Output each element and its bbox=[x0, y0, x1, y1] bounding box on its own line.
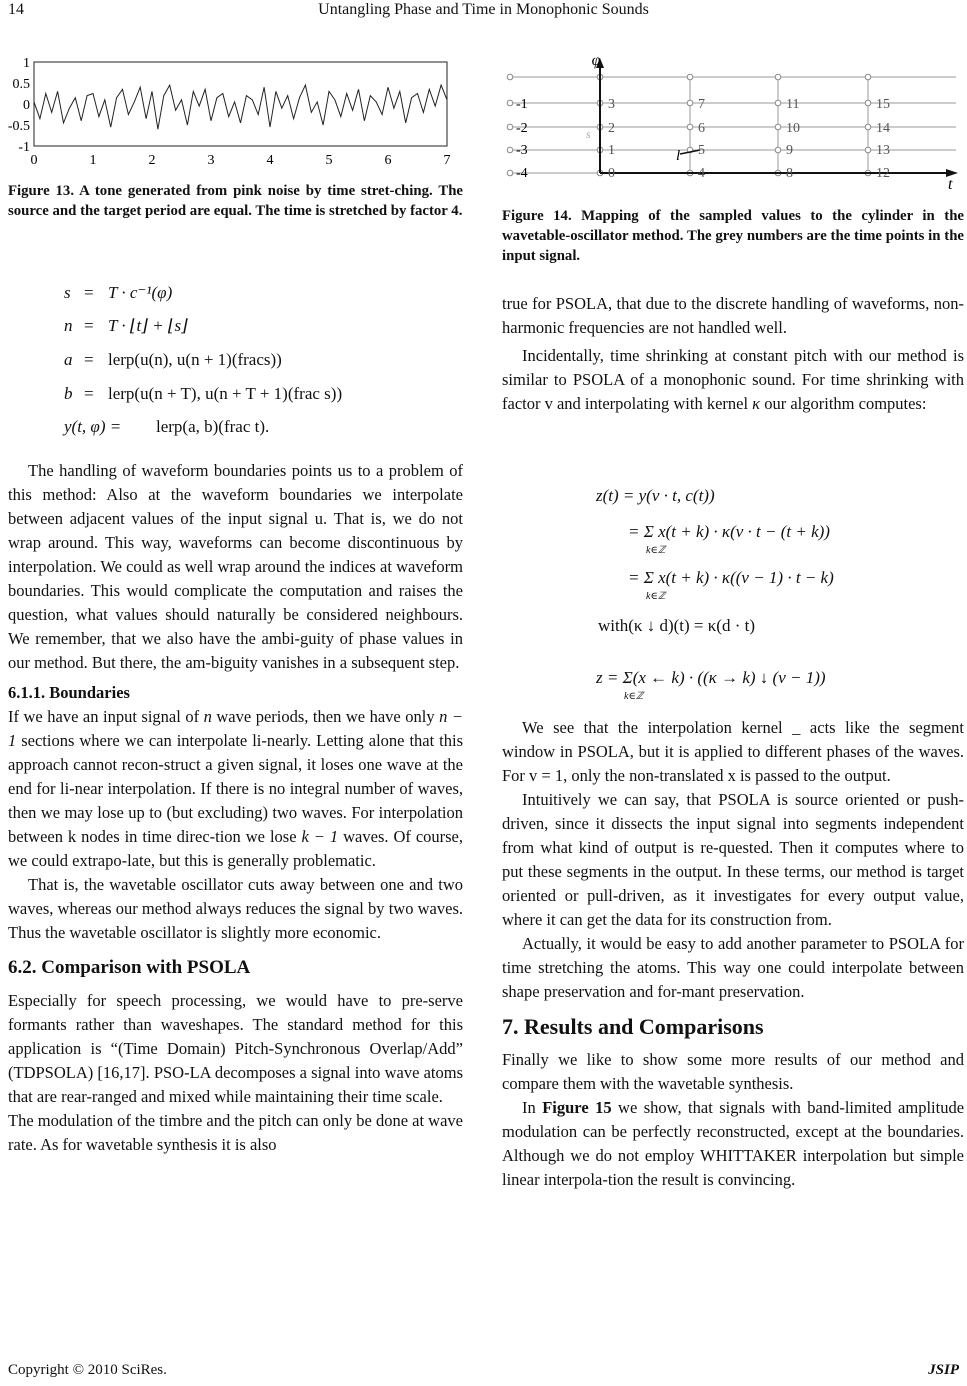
eq2-line2: = Σ x(t + k) · κ(v · t − (t + k)) bbox=[628, 522, 830, 541]
heading-6-2: 6.2. Comparison with PSOLA bbox=[8, 957, 251, 978]
time-point-number: 14 bbox=[876, 121, 890, 136]
paragraph-time-shrinking: Incidentally, time shrinking at constant pitch with our method is similar to PSOLA of a monophonic sound. For time shrinking with factor v and interpolating with kernel κ our algorithm computes: bbox=[502, 346, 964, 413]
eq1-rhs-s: T · c⁻¹(φ) bbox=[108, 283, 173, 302]
running-title: Untangling Phase and Time in Monophonic Sounds bbox=[318, 1, 649, 18]
paragraph-kernel: We see that the interpolation kernel _ acts like the segment window in PSOLA, but it is applied to different phases of the waves. For v = 1, only the non-translated x is passed to the output. bbox=[502, 718, 964, 785]
eq1-lhs-a: a bbox=[64, 350, 73, 369]
paragraph-boundaries-intro: The handling of waveform boundaries points us to a problem of this method: Also at the waveform boundaries we interpolate between adjacent values of the input signal u. That is, we do not wrap around. This way, waveforms can become discontinuous by interpolation. We could as well wrap around the indices at waveform boundaries. This would complicate the computation and raises the question, what values should naturally be considered neighbours. We remember, that we also have the ambi-guity of phase values in our method. But there, the am-biguity vanishes in a subsequent step. bbox=[8, 461, 463, 672]
heading-7: 7. Results and Comparisons bbox=[502, 1014, 764, 1039]
grid-node bbox=[687, 124, 693, 130]
x-tick-label: 6 bbox=[384, 153, 392, 168]
y-tick-label: 1 bbox=[23, 56, 30, 71]
page-number: 14 bbox=[8, 1, 24, 18]
eq1-lhs-n: n bbox=[64, 316, 73, 335]
paragraph-psola-modulation: The modulation of the timbre and the pitch can only be done at wave rate. As for wavetable synthesis it is also bbox=[8, 1111, 463, 1154]
figure-14-diagram bbox=[500, 50, 962, 190]
grid-node bbox=[775, 100, 781, 106]
grid-node bbox=[865, 124, 871, 130]
grid-node bbox=[865, 100, 871, 106]
x-tick-label: 2 bbox=[148, 153, 156, 168]
grid-node bbox=[507, 147, 513, 153]
heading-6-1-1: 6.1.1. Boundaries bbox=[8, 683, 130, 702]
eq2-line4: with(κ ↓ d)(t) = κ(d · t) bbox=[598, 616, 756, 635]
grid-node bbox=[865, 74, 871, 80]
y-tick-label: -0.5 bbox=[8, 119, 30, 134]
grid-node bbox=[507, 100, 513, 106]
x-tick-label: 3 bbox=[207, 153, 215, 168]
x-tick-label: 0 bbox=[30, 153, 38, 168]
paragraph-boundaries-detail: If we have an input signal of n wave periods, then we have only n − 1 sections where we can interpolate li-nearly. Letting alone that this approach cannot recon-struct a given signal, it loses one wave at the end for li-near interpolation. If there is no integral number of waves, then we may lose up to (but excluding) two waves. For interpolation between k nodes in time direc-tion we lose k − 1 waves. Of course, we could extrapo-late, but this is generally problematic. bbox=[8, 707, 464, 870]
grid-node bbox=[775, 124, 781, 130]
paragraph-psola-nonharmonic: true for PSOLA, that due to the discrete handling of waveforms, non-harmonic frequencies are not handled well. bbox=[502, 294, 964, 337]
row-label: -4 bbox=[516, 166, 528, 181]
eq2-line5: z = Σ(x ← k) · ((κ → k) ↓ (v − 1)) bbox=[596, 668, 826, 687]
paragraph-push-pull: Intuitively we can say, that PSOLA is source oriented or push-driven, since it dissects the input signal into segments independent from what kind of output is re-quested. Then it computes where to put these segments in the output. In these terms, our method is target oriented or pull-driven, as it investigates for every output value, where it can get the data for its construction from. bbox=[502, 790, 964, 929]
figure-14-caption: Figure 14. Mapping of the sampled values to the cylinder in the wavetable-oscillator method. The grey numbers are the time points in the input signal. bbox=[502, 208, 964, 264]
y-tick-label: 0 bbox=[23, 98, 30, 113]
time-point-number: 5 bbox=[698, 143, 705, 158]
footer-copyright: Copyright © 2010 SciRes. bbox=[8, 1362, 167, 1378]
eq1-rhs-b: lerp(u(n + T), u(n + T + 1)(frac s)) bbox=[108, 384, 343, 403]
noise-waveform-line bbox=[34, 85, 447, 129]
grid-node bbox=[865, 147, 871, 153]
paragraph-extra-parameter: Actually, it would be easy to add another parameter to PSOLA for time stretching the atoms. This way one could interpolate between shape preservation and for-mant preservation. bbox=[502, 934, 964, 1001]
eq1-lhs-s: s bbox=[64, 283, 71, 302]
time-point-number: 0 bbox=[608, 166, 615, 181]
eq2-sum-sub-1: k∈ℤ bbox=[646, 545, 666, 556]
row-label: -2 bbox=[516, 121, 528, 136]
x-tick-label: 5 bbox=[325, 153, 333, 168]
time-point-number: 9 bbox=[786, 143, 793, 158]
time-point-number: 7 bbox=[698, 97, 705, 112]
paragraph-economy: That is, the wavetable oscillator cuts away between one and two waves, whereas our method always reduces the signal by two waves. Thus the wavetable oscillator is slightly more economic. bbox=[8, 875, 463, 942]
right-column-body-bottom bbox=[502, 716, 964, 1192]
eq2-sum-sub-2: k∈ℤ bbox=[646, 591, 666, 602]
paragraph-figure-15: In Figure 15 we show, that signals with band-limited amplitude modulation can be perfectly reconstructed, except at the boundaries. Although we do not employ WHITTAKER interpolation but simple linear interpola-tion the result is convincing. bbox=[502, 1098, 965, 1189]
l-label: l bbox=[676, 148, 681, 164]
time-point-number: 6 bbox=[698, 121, 705, 136]
eq2-line1: z(t) = y(v · t, c(t)) bbox=[596, 486, 715, 505]
s-label: s bbox=[586, 127, 591, 141]
grid-node bbox=[507, 170, 513, 176]
time-point-number: 4 bbox=[698, 166, 705, 181]
footer-journal: JSIP bbox=[928, 1362, 959, 1378]
time-point-number: 8 bbox=[786, 166, 793, 181]
t-label: t bbox=[948, 176, 953, 190]
phi-label: φ bbox=[591, 52, 601, 69]
y-tick-label: -1 bbox=[18, 140, 30, 155]
x-tick-labels bbox=[31, 153, 451, 168]
grid-node bbox=[687, 100, 693, 106]
grid-node bbox=[687, 74, 693, 80]
time-point-number: 11 bbox=[786, 97, 800, 112]
time-point-number: 15 bbox=[876, 97, 890, 112]
y-tick-label: 0.5 bbox=[12, 77, 30, 92]
grid-node bbox=[775, 147, 781, 153]
x-tick-label: 7 bbox=[443, 153, 451, 168]
grid-node bbox=[507, 74, 513, 80]
eq1-rhs-a: lerp(u(n), u(n + 1)(fracs)) bbox=[108, 350, 282, 369]
eq1-lhs-y: y(t, φ) = bbox=[64, 417, 122, 436]
grid-node bbox=[507, 124, 513, 130]
cylinder-grid bbox=[507, 52, 958, 190]
eq1-rhs-n: T · ⌊t⌋ + ⌊s⌋ bbox=[108, 316, 188, 335]
paragraph-results-intro: Finally we like to show some more results of our method and compare them with the wavetable synthesis. bbox=[502, 1050, 964, 1093]
figure-13-plot bbox=[8, 56, 458, 171]
eq2-sum-sub-3: k∈ℤ bbox=[624, 691, 644, 702]
row-label: -1 bbox=[516, 97, 528, 112]
eq1-rhs-y: lerp(a, b)(frac t). bbox=[156, 417, 270, 436]
paragraph-psola-intro: Especially for speech processing, we would have to pre-serve formants rather than waveshapes. The standard method for this application is “(Time Domain) Pitch-Synchronous Overlap/Add” (TDPSOLA) [16,17]. PSO-LA decomposes a signal into wave atoms that are rear-ranged and mixed while maintaining their time scale. bbox=[8, 991, 463, 1106]
time-point-number: 10 bbox=[786, 121, 800, 136]
x-tick-label: 4 bbox=[266, 153, 274, 168]
x-tick-label: 1 bbox=[89, 153, 97, 168]
time-point-number: 2 bbox=[608, 121, 615, 136]
time-point-number: 1 bbox=[608, 143, 615, 158]
eq2-line3: = Σ x(t + k) · κ((v − 1) · t − k) bbox=[628, 568, 834, 587]
y-tick-labels bbox=[8, 56, 30, 155]
time-point-number: 13 bbox=[876, 143, 890, 158]
row-label: -3 bbox=[516, 143, 528, 158]
eq1-lhs-b: b bbox=[64, 384, 73, 403]
left-column-body bbox=[8, 459, 463, 1157]
figure-13-caption: Figure 13. A tone generated from pink noise by time stret-ching. The source and the target period are equal. The time is stretched by factor 4. bbox=[8, 183, 463, 219]
time-point-number: 12 bbox=[876, 166, 890, 181]
grid-node bbox=[775, 74, 781, 80]
right-column-body-top bbox=[502, 292, 964, 416]
time-point-number: 3 bbox=[608, 97, 615, 112]
